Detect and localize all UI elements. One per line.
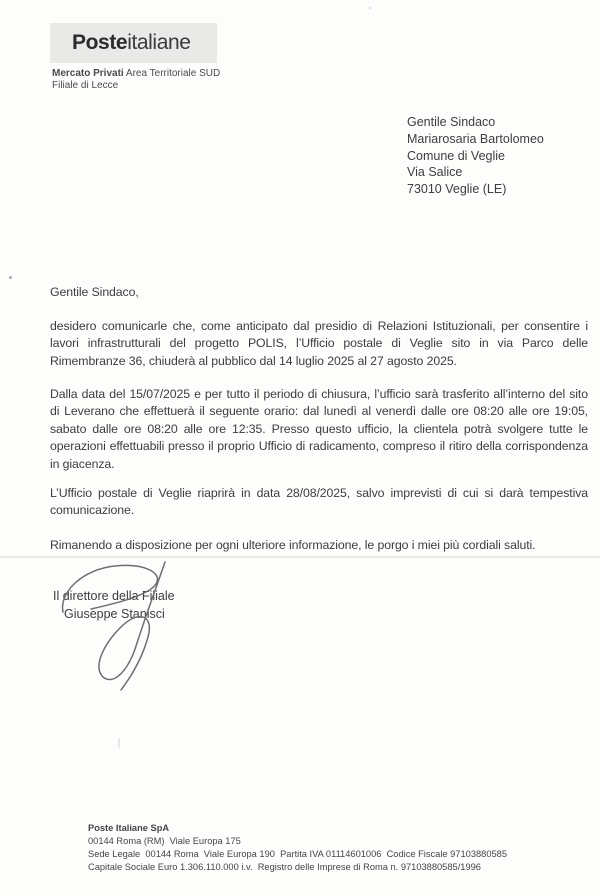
body-paragraph: L’Ufficio postale di Veglie riaprirà in data 28/08/2025, salvo imprevisti di cui si darà tempestiva comunicazione. [50, 486, 588, 518]
signature-name: Giuseppe Stanisci [64, 607, 165, 621]
body-salutation: Gentile Sindaco, [50, 285, 139, 299]
recipient-line: Gentile Sindaco [407, 115, 496, 129]
recipient-line: Via Salice [407, 165, 463, 180]
footer-company-name: Poste Italiane SpA [88, 823, 170, 833]
body-paragraph: Rimanendo a disposizione per ogni ulteriore informazione, le porgo i miei più cordiali saluti. [50, 538, 536, 552]
division-area: Area Territoriale SUD [123, 68, 221, 79]
footer-address: 00144 Roma (RM) Viale Europa 175 [88, 836, 241, 846]
body-paragraph: Dalla data del 15/07/2025 e per tutto il periodo di chiusura, l’ufficio sarà trasferito all’interno del sito di Leverano che effettuerà il seguente orario: dal lunedì al venerdì dalle ore 08:20 alle ore 19:05, sabato dalle ore 08:20 alle ore 12:35. Presso questo ufficio, la clientela potrà svolgere tutte le operazioni effettuabili presso il proprio Ufficio di radicamento, compreso il ritiro della corrispondenza in giacenza. [50, 387, 588, 471]
recipient-line: Mariarosaria Bartolomeo [407, 131, 544, 146]
logo-text [72, 31, 191, 55]
signature-role: Il direttore della Filiale [53, 589, 175, 603]
scan-artifact-dot [369, 7, 371, 9]
scan-artifact-dot [118, 738, 120, 748]
logo-text-regular: italiane [127, 31, 191, 54]
company-footer [88, 822, 507, 874]
branch-line: Filiale di Lecce [52, 79, 119, 91]
recipient-line: 73010 Veglie (LE) [407, 182, 507, 197]
poste-italiane-logo [50, 23, 217, 63]
division-line [52, 68, 220, 80]
body-paragraph: desidero comunicarle che, come anticipato dal presidio di Relazioni Istituzionali, per consentire i lavori infrastrutturali del progetto POLIS, l’Ufficio postale di Veglie sito in via Parco delle Rimembranze 36, chiuderà al pubblico dal 14 luglio 2025 al 27 agosto 2025. [50, 319, 588, 368]
footer-legal-info: Sede Legale 00144 Roma Viale Europa 190 Partita IVA 01114601006 Codice Fiscale 97103880585 [88, 849, 508, 859]
handwritten-signature-scribble [55, 556, 205, 696]
letterhead-division [52, 68, 220, 91]
scan-artifact-dot [9, 276, 12, 279]
division-name: Mercato Privati [52, 68, 124, 79]
footer-capital-info: Capitale Sociale Euro 1.306.110.000 i.v. Registro delle Imprese di Roma n. 97103880585/1996 [88, 862, 481, 872]
recipient-address-block [407, 114, 544, 198]
logo-text-bold: Poste [72, 31, 128, 54]
recipient-line: Comune di Veglie [407, 148, 505, 163]
